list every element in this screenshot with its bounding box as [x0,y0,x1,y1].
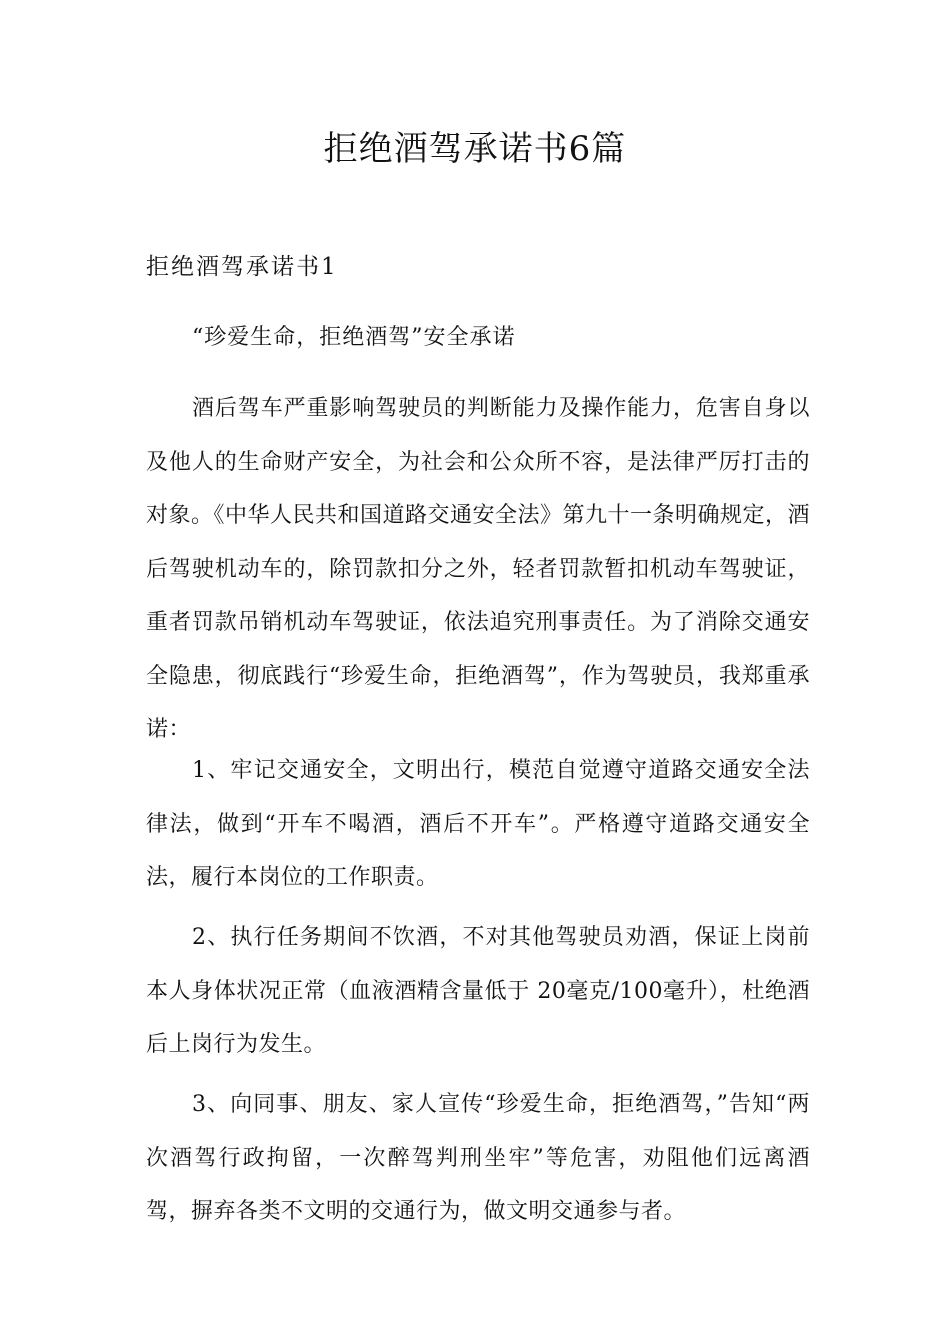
pledge-item-1: 1、牢记交通安全，文明出行，模范自觉遵守道路交通安全法律法，做到“开车不喝酒，酒后不开车”。严格遵守道路交通安全法，履行本岗位的工作职责。 [146,758,810,890]
pledge-subtitle: “珍爱生命，拒绝酒驾”安全承诺 [192,325,516,350]
section-heading: 拒绝酒驾承诺书1 [146,254,338,280]
intro-paragraph: 酒后驾车严重影响驾驶员的判断能力及操作能力，危害自身以及他人的生命财产安全，为社会和公众所不容，是法律严厉打击的对象。《中华人民共和国道路交通安全法》第九十一条明确规定，酒后驾驶机动车的，除罚款扣分之外，轻者罚款暂扣机动车驾驶证，重者罚款吊销机动车驾驶证，依法追究刑事责任。为了消除交通安全隐患，彻底践行“珍爱生命，拒绝酒驾”，作为驾驶员，我郑重承诺： [146,396,811,742]
document-title: 拒绝酒驾承诺书6篇 [323,129,627,169]
pledge-item-2: 2、执行任务期间不饮酒，不对其他驾驶员劝酒，保证上岗前本人身体状况正常（血液酒精含量低于 20毫克/100毫升），杜绝酒后上岗行为发生。 [146,925,810,1057]
pledge-item-3: 3、向同事、朋友、家人宣传“珍爱生命，拒绝酒驾，”告知“两次酒驾行政拘留，一次醉驾判刑坐牢”等危害，劝阻他们远离酒驾，摒弃各类不文明的交通行为，做文明交通参与者。 [146,1092,810,1224]
